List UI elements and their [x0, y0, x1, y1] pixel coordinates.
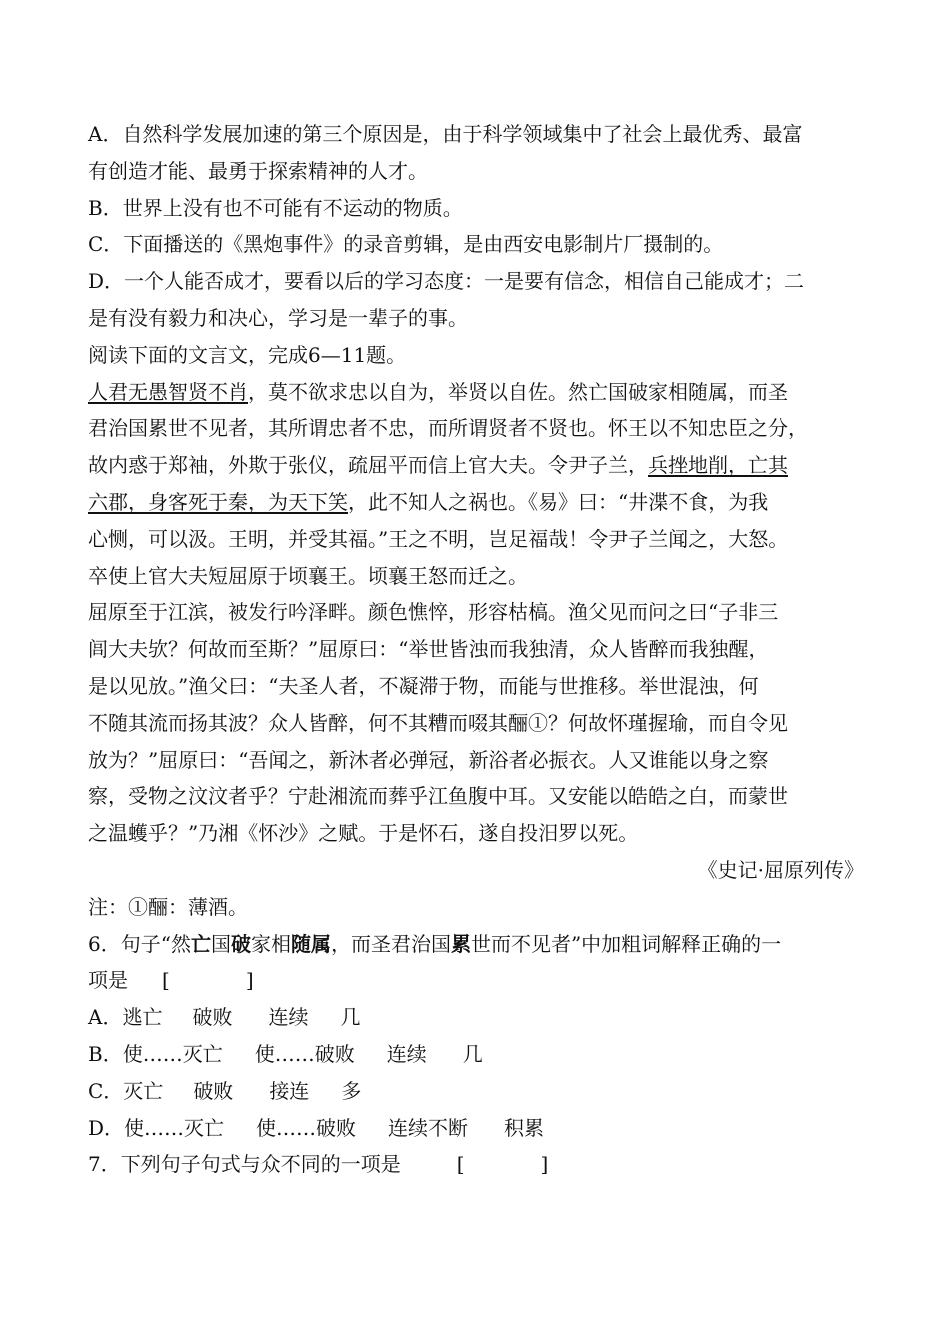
- reading-instruction: 阅读下面的文言文，完成6—11题。: [88, 342, 407, 367]
- q6-stem-line2: [88, 962, 864, 999]
- passage-p2-line1: 屈原至于江滨，被发行吟泽畔。颜色憔悴，形容枯槁。渔父见而问之曰“子非三: [88, 600, 779, 625]
- q6-text: 世而不见者”中加粗词解释正确的一: [470, 931, 782, 956]
- option-part: 破败: [193, 1078, 234, 1103]
- passage-p1-line4: [88, 484, 864, 521]
- option-part: 几: [462, 1041, 483, 1066]
- underlined-phrase: 人君无愚智贤不肖: [88, 379, 248, 404]
- passage-p2-line2: 闾大夫欤？何故而至斯？”屈原曰：“举世皆浊而我独清，众人皆醉而我独醒，: [88, 637, 769, 662]
- option-part: 多: [341, 1078, 362, 1103]
- passage-p2-line4: 不随其流而扬其波？众人皆醉，何不其糟而啜其酾①？何故怀瑾握瑜，而自令见: [88, 710, 788, 735]
- option-part: B．使……灭亡: [88, 1041, 223, 1066]
- q6-stem-line1: [88, 926, 864, 963]
- bold-word: 累: [450, 931, 471, 956]
- q6-text: 国: [210, 931, 231, 956]
- option-part: 使……破败: [256, 1115, 357, 1140]
- option-part: 连续: [268, 1005, 309, 1030]
- q5-option-a-line1: A．自然科学发展加速的第三个原因是，由于科学领域集中了社会上最优秀、最富: [88, 122, 803, 146]
- bold-word: 亡: [190, 931, 211, 956]
- passage-p1-line1: [88, 374, 864, 411]
- q6-option-b: [88, 1036, 864, 1073]
- passage-p2-line5: 放为？”屈原曰：“吾闻之，新沐者必弹冠，新浴者必振衣。人又谁能以身之察: [88, 747, 769, 772]
- option-part: 接连: [269, 1078, 310, 1103]
- bold-word: 随属: [290, 931, 331, 956]
- q5-option-a-line2: 有创造才能、最勇于探索精神的人才。: [88, 158, 428, 183]
- option-part: 几: [340, 1005, 361, 1030]
- option-part: 破败: [192, 1005, 233, 1030]
- answer-bracket-open: [: [456, 1152, 465, 1177]
- answer-bracket-close: ]: [540, 1152, 549, 1177]
- option-part: A．逃亡: [88, 1005, 163, 1030]
- passage-p2-line3: 是以见放。”渔父曰：“夫圣人者，不凝滞于物，而能与世推移。举世混浊，何: [88, 673, 759, 698]
- passage-p2-line7: 之温蠖乎？”乃湘《怀沙》之赋。于是怀石，遂自投汨罗以死。: [88, 821, 639, 846]
- passage-text: ，莫不欲求忠以自为，举贤以自佐。然亡国破家相随属，而圣: [248, 379, 788, 404]
- option-part: 使……破败: [254, 1041, 355, 1066]
- q6-option-d: [88, 1110, 864, 1147]
- passage-source: 《史记·屈原列传》: [697, 857, 864, 882]
- q6-text: 项是: [88, 968, 128, 993]
- bold-word: 破: [230, 931, 251, 956]
- answer-bracket-close: ]: [245, 968, 254, 993]
- q6-option-c: [88, 1073, 864, 1110]
- passage-text: ，此不知人之祸也。《易》曰：“井渫不食，为我: [348, 489, 769, 514]
- option-part: 连续: [386, 1041, 427, 1066]
- q6-text: ，而圣君治国: [330, 931, 451, 956]
- q6-text: 家相: [250, 931, 291, 956]
- underlined-phrase: 六郡，身客死于秦，为天下笑: [88, 489, 348, 514]
- passage-p1-line6: 卒使上官大夫短屈原于顷襄王。顷襄王怒而迁之。: [88, 563, 528, 588]
- option-part: 连续不断: [388, 1115, 469, 1140]
- q5-option-b: B．世界上没有也不可能有不运动的物质。: [88, 195, 463, 220]
- option-part: 积累: [504, 1115, 545, 1140]
- underlined-phrase: 兵挫地削，亡其: [648, 453, 788, 478]
- option-part: D．使……灭亡: [88, 1115, 225, 1140]
- passage-p2-line6: 察，受物之汶汶者乎？宁赴湘流而葬乎江鱼腹中耳。又安能以皓皓之白，而蒙世: [88, 784, 788, 809]
- q5-option-c: C．下面播送的《黑炮事件》的录音剪辑，是由西安电影制片厂摄制的。: [88, 232, 724, 257]
- passage-note: 注：①酾：薄酒。: [88, 894, 248, 919]
- q5-option-d-line1: D．一个人能否成才，要看以后的学习态度：一是要有信念，相信自己能成才；二: [88, 269, 805, 294]
- option-part: C．灭亡: [88, 1078, 164, 1103]
- q6-text: 6．句子“然: [88, 931, 191, 956]
- passage-p1-line3: [88, 447, 864, 484]
- q6-option-a: [88, 999, 864, 1036]
- q7-stem: [88, 1146, 864, 1183]
- passage-text: 故内惑于郑袖，外欺于张仪，疏屈平而信上官大夫。令尹子兰，: [88, 453, 648, 478]
- passage-p1-line5: 心恻，可以汲。王明，并受其福。”王之不明，岂足福哉！令尹子兰闻之，大怒。: [88, 526, 789, 551]
- answer-bracket-open: [: [162, 968, 170, 993]
- q7-text: 7．下列句子句式与众不同的一项是: [88, 1152, 401, 1177]
- passage-p1-line2: 君治国累世不见者，其所谓忠者不忠，而所谓贤者不贤也。怀王以不知忠臣之分，: [88, 416, 808, 441]
- q5-option-d-line2: 是有没有毅力和决心，学习是一辈子的事。: [88, 305, 468, 330]
